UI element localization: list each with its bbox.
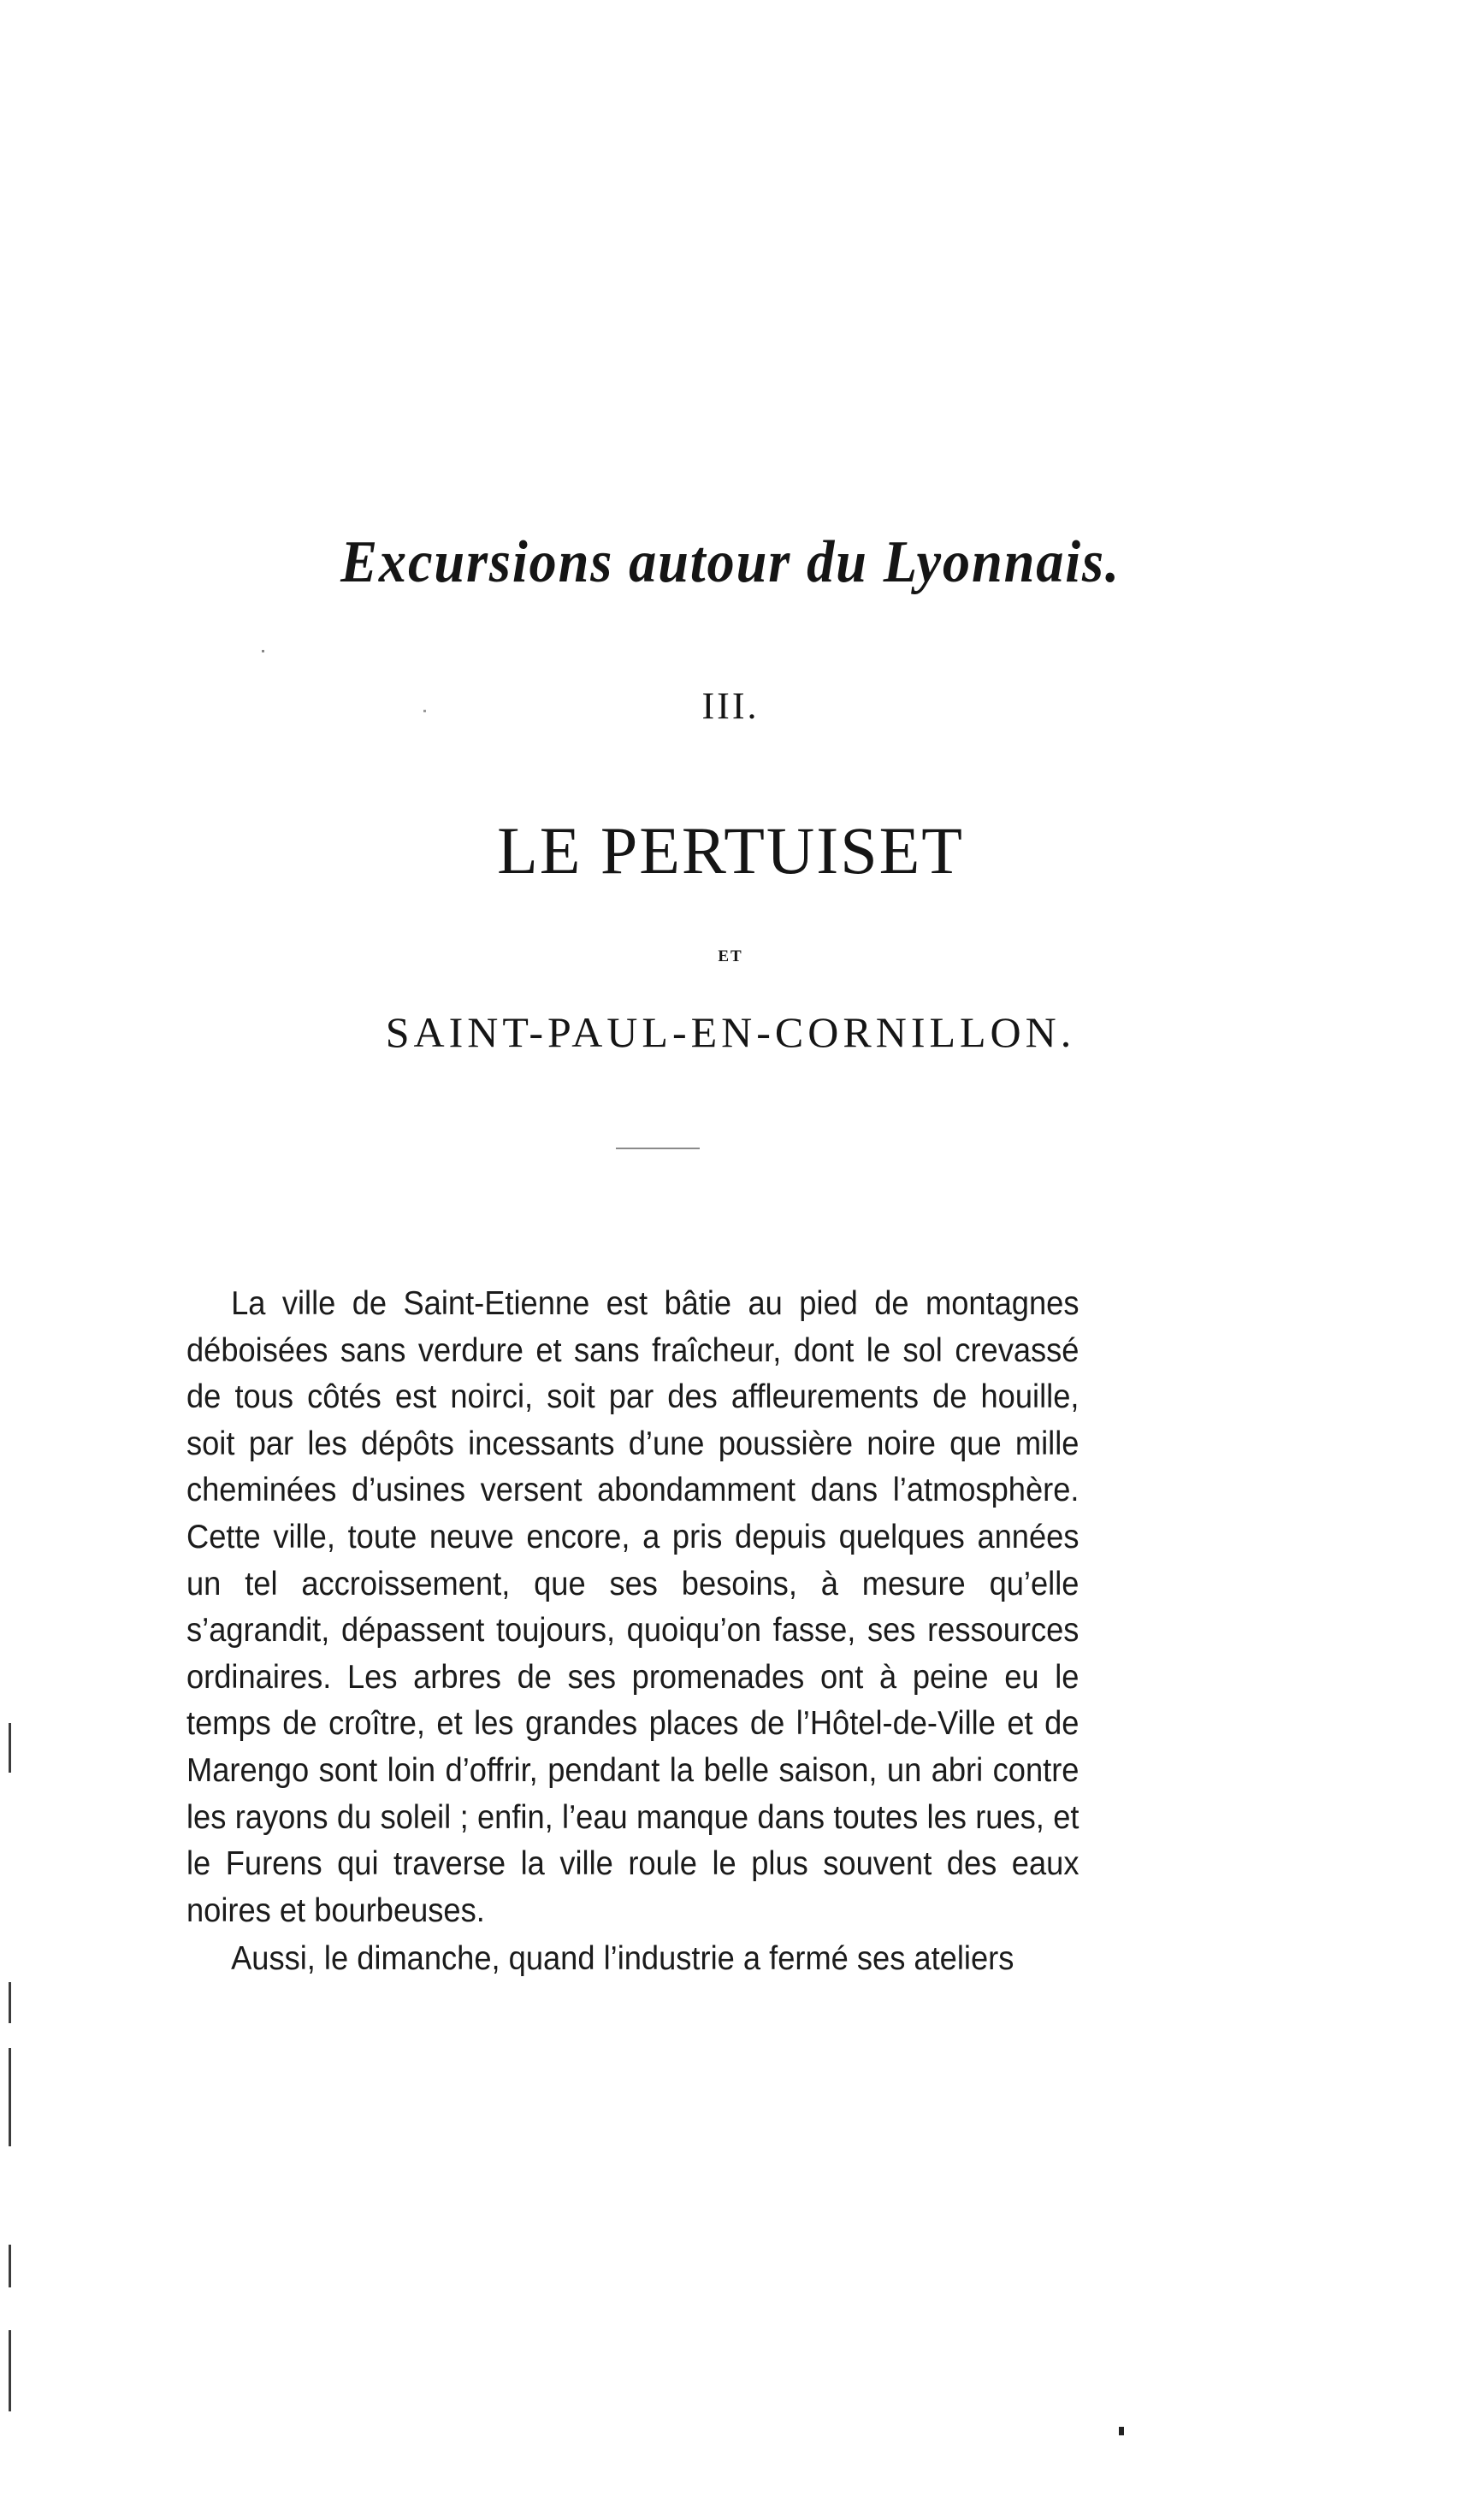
scan-margin-mark [9, 2048, 11, 2146]
chapter-title: LE PERTUISET [497, 813, 964, 888]
paragraph: Aussi, le dimanche, quand l’industrie a fermé ses ateliers [231, 1940, 1014, 1978]
scan-margin-mark [9, 1723, 11, 1773]
series-title: Excursions autour du Lyonnais. [340, 529, 1121, 595]
scan-margin-mark [9, 2245, 11, 2287]
scan-margin-mark [9, 1982, 11, 2023]
ink-speck [1119, 2427, 1124, 2435]
title-conjunction: ET [718, 947, 743, 965]
body-text [186, 1281, 1079, 1983]
paragraph: La ville de Saint-Etienne est bâtie au pied de montagnes déboisées sans verdure et sans fraîcheur, dont le sol crevassé de tous côtés est noirci, soit par des affleurements de houille, soit par les dépôts incessants d’une poussière noire que mille cheminées d’usines versent abondamment dans l’atmosphère. Cette ville, toute neuve encore, a pris depuis quelques années un tel accroissement, que ses besoins, à mesure qu’elle s’agrandit, dépassent toujours, quoiqu’on fasse, ses ressources ordinaires. Les arbres de ses promenades ont à peine eu le temps de croître, et les grandes places de l’Hôtel-de-Ville et de Marengo sont loin d’offrir, pendant la belle saison, un abri contre les rayons du soleil ; enfin, l’eau manque dans toutes les rues, et le Furens qui traverse la ville roule le plus souvent des eaux noires et bourbeuses. [186, 1285, 1079, 1929]
chapter-subtitle: SAINT-PAUL-EN-CORNILLON. [385, 1008, 1076, 1056]
ink-speck [262, 650, 264, 652]
scan-margin-mark [9, 2330, 11, 2411]
chapter-number: III. [701, 685, 760, 727]
ink-speck [423, 710, 426, 712]
section-divider [616, 1148, 700, 1149]
